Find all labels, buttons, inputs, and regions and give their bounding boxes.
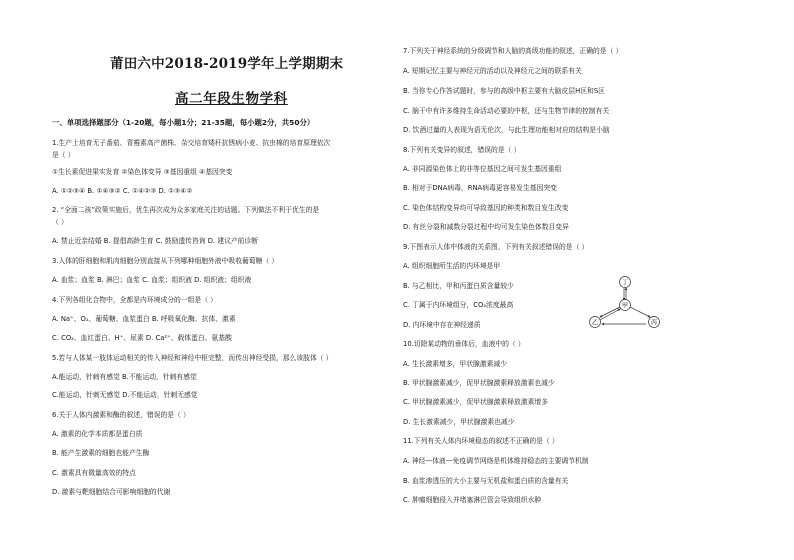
- question-line-right: B. 相对于DNA病毒，RNA病毒更容易发生基因突变: [403, 184, 557, 192]
- question-line-right: A. 组织细胞所生活的内环境是甲: [403, 262, 501, 270]
- question-line-right: A. 非同源染色体上的非等位基因之间可发生基因重组: [403, 165, 562, 173]
- question-line-right: B. 甲状腺激素减少，促甲状腺激素释放激素也减少: [403, 379, 555, 387]
- question-line-left: C.能运动，针刺无感觉 D.不能运动，针刺无感觉: [52, 391, 198, 399]
- node-label: 甲: [621, 302, 629, 310]
- question-line-right: 9.下图表示人体中体液的关系图，下列有关叙述错误的是（ ）: [403, 243, 589, 251]
- question-line-left: A. ①②③④ B. ①④③② C. ①④②③ D. ①③④②: [52, 187, 193, 195]
- question-line-left: C. CO₂、血红蛋白、H⁺、尿素 D. Ca²⁺、载体蛋白、氨基酸: [52, 334, 232, 342]
- question-line-right: D. 有丝分裂和减数分裂过程中均可发生染色体数目变异: [403, 223, 569, 231]
- question-line-right: B. 当你专心作答试题时，参与的高级中枢主要有大脑皮层H区和S区: [403, 87, 605, 95]
- question-line-left: ①生长素促进果实发育 ②染色体变异 ③基因重组 ④基因突变: [52, 168, 233, 176]
- question-line-right: D. 内环境中存在神经递质: [403, 321, 481, 329]
- question-line-left: A. 禁止近亲结婚 B. 提倡高龄生育 C. 鼓励遗传咨询 D. 建议产前诊断: [52, 237, 259, 245]
- question-line-left: 4.下列各组化合物中，全都是内环境成分的一组是（ ）: [52, 296, 217, 304]
- body-fluid-diagram: [582, 272, 664, 334]
- question-line-left: 3.人体的肝细胞和肌肉细胞分别直接从下列哪种细胞外液中吸收葡萄糖（ ）: [52, 257, 279, 265]
- question-line-right: B. 血浆渗透压的大小主要与无机盐和蛋白质的含量有关: [403, 477, 569, 485]
- question-line-right: A. 生长激素增多，甲状腺激素减少: [403, 360, 508, 368]
- question-line-left: （ ）: [52, 218, 68, 226]
- question-line-right: C. 脑干中有许多维持生命活动必要的中枢，还与生物节律的控制有关: [403, 107, 610, 115]
- question-line-right: B. 与乙相比，甲和丙蛋白质含量较少: [403, 282, 514, 290]
- question-line-right: 10.切除某动物的垂体后，血液中的（ ）: [403, 340, 525, 348]
- paper-subtitle: 高二年段生物学科: [175, 91, 288, 107]
- question-line-left: A.能运动，针刺有感觉 B.不能运动，针刺有感觉: [52, 373, 197, 381]
- question-line-left: B. 能产生激素的细胞也能产生酶: [52, 449, 150, 457]
- arrow-jia-to-yi: [600, 307, 620, 317]
- question-line-right: C. 丁属于内环境组分，CO₂浓度最高: [403, 301, 514, 309]
- question-line-left: 2. “全面二孩”政策实施后，优生再次成为众多家庭关注的话题。下列做法不利于优生的是: [52, 206, 320, 214]
- question-line-right: A. 神经—体液—免疫调节网络是机体维持稳态的主要调节机制: [403, 457, 589, 465]
- question-line-right: C. 甲状腺激素减少，促甲状腺激素释放激素增多: [403, 398, 549, 406]
- question-line-right: C. 肿瘤细胞侵入并堵塞淋巴管会导致组织水肿: [403, 496, 542, 504]
- question-line-right: 11.下列有关人体内环境稳态的叙述不正确的是（ ）: [403, 437, 559, 445]
- question-line-left: A. 激素的化学本质都是蛋白质: [52, 430, 143, 438]
- question-line-right: D. 饮酒过量的人表现为语无伦次，与此生理功能相对应的结构是小脑: [403, 126, 610, 134]
- node-label: 丁: [621, 279, 629, 287]
- arrow-jia-to-bing: [630, 307, 650, 317]
- question-line-right: C. 染色体结构变异均可导致基因的种类和数目发生改变: [403, 204, 569, 212]
- question-line-right: D. 生长激素减少，甲状腺激素也减少: [403, 418, 515, 426]
- node-label: 丙: [650, 319, 658, 327]
- section-heading: 一、单项选择题部分（1-20题，每小题1分；21-35题，每小题2分，共50分）: [52, 118, 315, 127]
- question-line-left: 6.关于人体内激素和酶的叙述，错误的是（ ）: [52, 411, 190, 419]
- question-line-right: 7.下列关于神经系统的分级调节和人脑的高级功能的叙述，正确的是（ ）: [403, 47, 623, 55]
- paper-title: 莆田六中2018-2019学年上学期期末: [110, 56, 344, 72]
- question-line-left: 是（ ）: [52, 151, 75, 159]
- question-line-left: C. 激素具有微量高效的特点: [52, 469, 136, 477]
- question-line-left: A. Na⁺、O₂、葡萄糖、血浆蛋白 B. 呼吸氧化酶、抗体、激素: [52, 315, 236, 323]
- arrow-yi-to-jia: [600, 309, 620, 320]
- question-line-left: 1.生产上培育无子番茄、青霉素高产菌株、杂交培育矮秆抗锈病小麦、抗虫棉的培育原理依次: [52, 139, 331, 147]
- question-line-left: A. 血浆；血浆 B. 淋巴；血浆 C. 血浆；组织液 D. 组织液；组织液: [52, 276, 252, 284]
- question-line-left: 5.若与人体某一肢体运动相关的传入神经和神经中枢完整，而传出神经受损，那么该肢体（ ）: [52, 354, 333, 362]
- question-line-left: D. 激素与靶细胞结合可影响细胞的代谢: [52, 488, 171, 496]
- question-line-right: 8.下列有关变异的叙述，错误的是（ ）: [403, 146, 521, 154]
- node-label: 乙: [591, 319, 599, 327]
- question-line-right: A. 短期记忆主要与神经元的活动以及神经元之间的联系有关: [403, 67, 582, 75]
